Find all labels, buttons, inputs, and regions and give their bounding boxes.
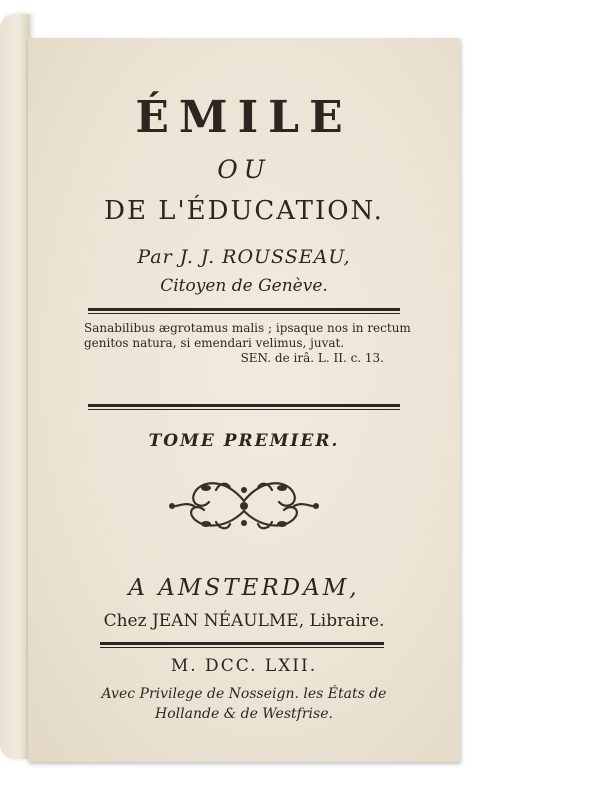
volume-label: TOME PREMIER.	[148, 431, 340, 451]
book-title: ÉMILE	[135, 92, 353, 143]
privilege-line-2: Hollande & de Westfrise.	[155, 706, 333, 722]
double-rule-bottom	[88, 404, 400, 410]
title-conjunction: OU	[217, 155, 271, 184]
epigraph	[84, 321, 414, 366]
imprint-place: A AMSTERDAM,	[128, 575, 360, 601]
epigraph-line-1: Sanabilibus ægrotamus malis ; ipsaque nos in rectum	[84, 321, 411, 335]
author-description: Citoyen de Genève.	[160, 276, 328, 296]
imprint-publisher: Chez JEAN NÉAULME, Libraire.	[103, 611, 385, 631]
epigraph-line-2: genitos natura, si emendari velimus, juvat.	[84, 336, 345, 350]
double-rule-top	[88, 308, 400, 314]
floral-ornament-icon	[154, 446, 334, 546]
title-page	[28, 38, 460, 762]
privilege-line-1: Avec Privilege de Nosseign. les États de	[101, 686, 387, 702]
facing-page-edge	[0, 14, 30, 759]
epigraph-source: SEN. de irâ. L. II. c. 13.	[240, 351, 384, 365]
book-subtitle: DE L'ÉDUCATION.	[104, 196, 384, 226]
author-line: Par J. J. ROUSSEAU,	[137, 246, 351, 268]
double-rule-imprint	[100, 642, 384, 648]
imprint-year: M. DCC. LXII.	[170, 656, 318, 676]
